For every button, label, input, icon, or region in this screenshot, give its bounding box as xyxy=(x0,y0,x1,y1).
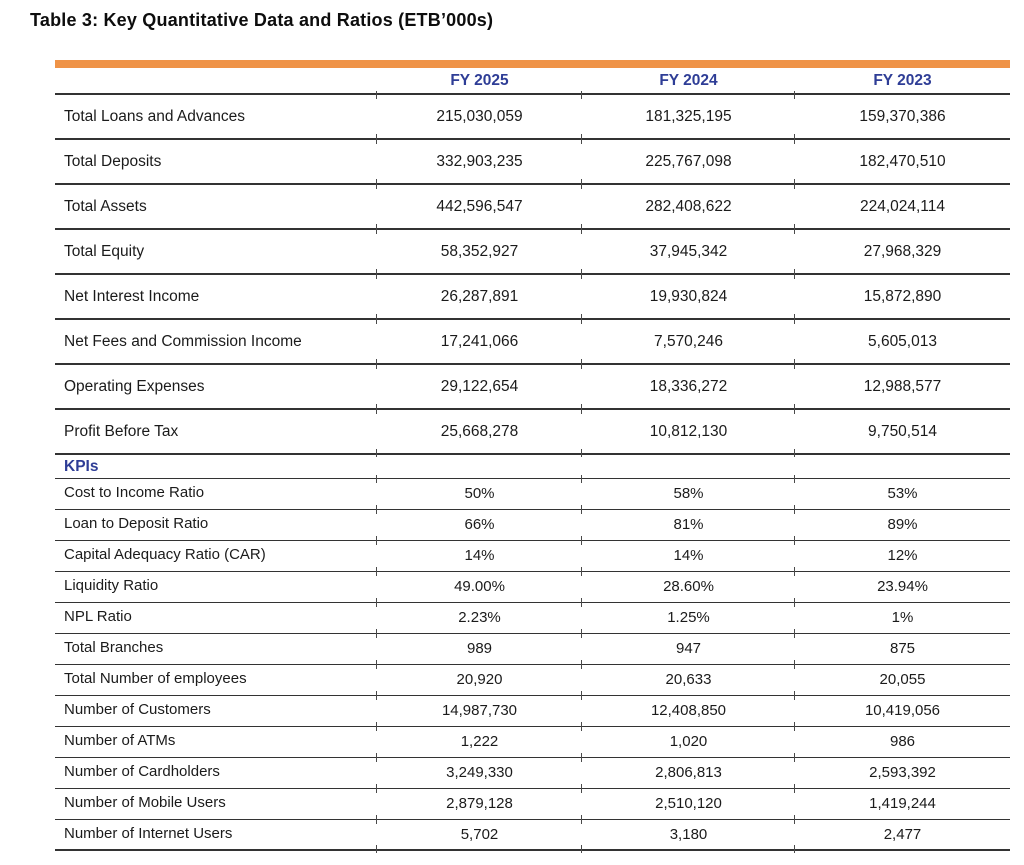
cell-fy2025: 1,222 xyxy=(377,726,582,757)
table-row xyxy=(55,229,1010,274)
cell-fy2025: 25,668,278 xyxy=(377,409,582,454)
row-label xyxy=(55,788,377,819)
cell-fy2023: 986 xyxy=(795,726,1010,757)
cell-fy2024: 225,767,098 xyxy=(582,139,795,184)
cell-fy2023: 53% xyxy=(795,478,1010,509)
table-row xyxy=(55,319,1010,364)
row-label xyxy=(55,757,377,788)
row-label-text: Number of Customers xyxy=(64,701,211,719)
cell-fy2023: 875 xyxy=(795,633,1010,664)
cell-fy2023: 2,477 xyxy=(795,819,1010,850)
cell-fy2025: 14% xyxy=(377,540,582,571)
cell-fy2023: 224,024,114 xyxy=(795,184,1010,229)
row-label xyxy=(55,633,377,664)
cell-fy2024: 19,930,824 xyxy=(582,274,795,319)
table-row xyxy=(55,509,1010,540)
row-label-text: Net Fees and Commission Income xyxy=(64,332,302,350)
cell-fy2025: 2,879,128 xyxy=(377,788,582,819)
row-label-text: Total Equity xyxy=(64,242,145,260)
table-row xyxy=(55,571,1010,602)
cell-fy2023: 23.94% xyxy=(795,571,1010,602)
table-row xyxy=(55,695,1010,726)
cell-fy2023: 27,968,329 xyxy=(795,229,1010,274)
table-title: Table 3: Key Quantitative Data and Ratios (ETB’000s) xyxy=(30,10,494,30)
row-label xyxy=(55,229,377,274)
cell-fy2024: 28.60% xyxy=(582,571,795,602)
cell-fy2025: 2.23% xyxy=(377,602,582,633)
cell-fy2025: 3,249,330 xyxy=(377,757,582,788)
cell-fy2023: 15,872,890 xyxy=(795,274,1010,319)
table-row xyxy=(55,274,1010,319)
cell-fy2024: 2,510,120 xyxy=(582,788,795,819)
cell-fy2025: 442,596,547 xyxy=(377,184,582,229)
table-row xyxy=(55,139,1010,184)
row-label xyxy=(55,509,377,540)
cell-fy2024: 947 xyxy=(582,633,795,664)
cell-fy2025: 29,122,654 xyxy=(377,364,582,409)
cell-fy2023: 20,055 xyxy=(795,664,1010,695)
row-label xyxy=(55,364,377,409)
row-label xyxy=(55,454,1010,478)
cell-fy2024: 10,812,130 xyxy=(582,409,795,454)
cell-fy2024: 1.25% xyxy=(582,602,795,633)
table-row xyxy=(55,726,1010,757)
cell-fy2024: 14% xyxy=(582,540,795,571)
row-label xyxy=(55,139,377,184)
row-label-text: Number of Mobile Users xyxy=(64,794,226,812)
table-row xyxy=(55,184,1010,229)
cell-fy2025: 66% xyxy=(377,509,582,540)
row-label-text: Total Loans and Advances xyxy=(64,107,245,125)
header-corner-cell xyxy=(55,64,377,94)
cell-fy2024: 1,020 xyxy=(582,726,795,757)
row-label-text: Total Branches xyxy=(64,639,164,657)
row-label xyxy=(55,819,377,850)
table-row xyxy=(55,788,1010,819)
row-label xyxy=(55,695,377,726)
cell-fy2023: 2,593,392 xyxy=(795,757,1010,788)
row-label xyxy=(55,664,377,695)
row-label-text: Capital Adequacy Ratio (CAR) xyxy=(64,546,266,564)
cell-fy2024: 3,180 xyxy=(582,819,795,850)
table-row xyxy=(55,364,1010,409)
cell-fy2025: 14,987,730 xyxy=(377,695,582,726)
row-label-text: Operating Expenses xyxy=(64,377,205,395)
table-row xyxy=(55,819,1010,850)
row-label xyxy=(55,274,377,319)
header-row xyxy=(55,64,1010,94)
row-label xyxy=(55,602,377,633)
cell-fy2024: 20,633 xyxy=(582,664,795,695)
cell-fy2023: 10,419,056 xyxy=(795,695,1010,726)
row-label-text: KPIs xyxy=(64,457,99,475)
cell-fy2023: 12% xyxy=(795,540,1010,571)
row-label-text: Total Assets xyxy=(64,197,147,215)
row-label-text: Number of Cardholders xyxy=(64,763,220,781)
cell-fy2024: 81% xyxy=(582,509,795,540)
row-label xyxy=(55,478,377,509)
row-label-text: Loan to Deposit Ratio xyxy=(64,515,209,533)
cell-fy2024: 18,336,272 xyxy=(582,364,795,409)
cell-fy2025: 26,287,891 xyxy=(377,274,582,319)
table-row xyxy=(55,94,1010,139)
header-fy2025: FY 2025 xyxy=(377,64,582,94)
row-label xyxy=(55,94,377,139)
cell-fy2023: 9,750,514 xyxy=(795,409,1010,454)
cell-fy2024: 12,408,850 xyxy=(582,695,795,726)
row-label xyxy=(55,409,377,454)
cell-fy2024: 37,945,342 xyxy=(582,229,795,274)
cell-fy2025: 332,903,235 xyxy=(377,139,582,184)
table-row xyxy=(55,602,1010,633)
cell-fy2025: 17,241,066 xyxy=(377,319,582,364)
row-label-text: Number of ATMs xyxy=(64,732,176,750)
table-row xyxy=(55,664,1010,695)
row-label-text: Total Deposits xyxy=(64,152,162,170)
kpi-section-row xyxy=(55,454,1010,478)
cell-fy2023: 159,370,386 xyxy=(795,94,1010,139)
row-label xyxy=(55,571,377,602)
row-label-text: NPL Ratio xyxy=(64,608,132,626)
table-row xyxy=(55,478,1010,509)
table-body xyxy=(55,94,1010,850)
table-row xyxy=(55,633,1010,664)
row-label-text: Net Interest Income xyxy=(64,287,200,305)
cell-fy2025: 989 xyxy=(377,633,582,664)
table-row xyxy=(55,540,1010,571)
cell-fy2023: 12,988,577 xyxy=(795,364,1010,409)
row-label-text: Cost to Income Ratio xyxy=(64,484,205,502)
cell-fy2023: 1,419,244 xyxy=(795,788,1010,819)
cell-fy2024: 7,570,246 xyxy=(582,319,795,364)
row-label-text: Number of Internet Users xyxy=(64,824,233,842)
table-row xyxy=(55,409,1010,454)
cell-fy2024: 2,806,813 xyxy=(582,757,795,788)
cell-fy2023: 5,605,013 xyxy=(795,319,1010,364)
cell-fy2023: 182,470,510 xyxy=(795,139,1010,184)
cell-fy2025: 20,920 xyxy=(377,664,582,695)
row-label-text: Total Number of employees xyxy=(64,670,247,688)
row-label xyxy=(55,540,377,571)
cell-fy2023: 1% xyxy=(795,602,1010,633)
cell-fy2025: 49.00% xyxy=(377,571,582,602)
cell-fy2025: 50% xyxy=(377,478,582,509)
header-fy2023: FY 2023 xyxy=(795,64,1010,94)
row-label-text: Profit Before Tax xyxy=(64,422,179,440)
key-quantitative-data-table xyxy=(55,60,1010,851)
cell-fy2025: 215,030,059 xyxy=(377,94,582,139)
cell-fy2024: 282,408,622 xyxy=(582,184,795,229)
table-row xyxy=(55,757,1010,788)
row-label xyxy=(55,184,377,229)
header-fy2024: FY 2024 xyxy=(582,64,795,94)
row-label-text: Liquidity Ratio xyxy=(64,577,159,595)
cell-fy2025: 58,352,927 xyxy=(377,229,582,274)
cell-fy2023: 89% xyxy=(795,509,1010,540)
cell-fy2024: 58% xyxy=(582,478,795,509)
table-header xyxy=(55,64,1010,94)
cell-fy2024: 181,325,195 xyxy=(582,94,795,139)
cell-fy2025: 5,702 xyxy=(377,819,582,850)
row-label xyxy=(55,319,377,364)
row-label xyxy=(55,726,377,757)
